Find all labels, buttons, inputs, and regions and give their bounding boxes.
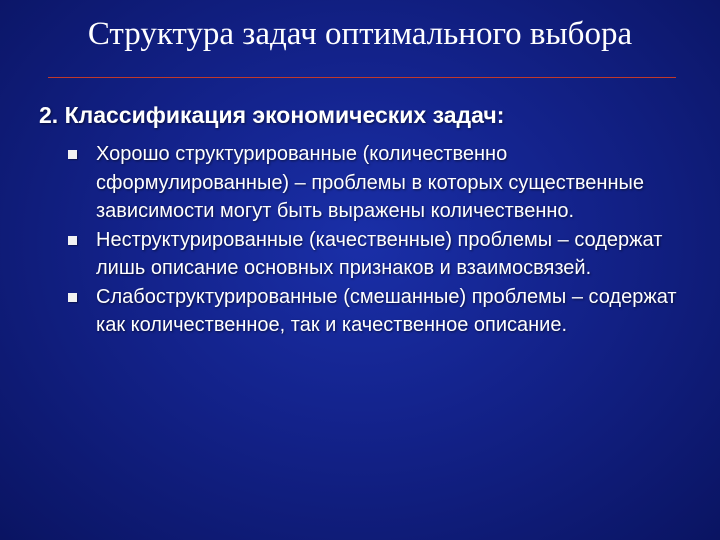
bullet-item (62, 140, 682, 226)
square-bullet-icon (68, 293, 77, 302)
bullet-list (62, 140, 682, 340)
bullet-text: Хорошо структурированные (количественно сформулированные) – проблемы в которых существенные зависимости могут быть выражены количественно. (96, 143, 645, 222)
section-heading: 2. Классификация экономических задач: (39, 102, 505, 128)
bullet-text: Неструктурированные (качественные) проблемы – содержат лишь описание основных признаков и взаимосвязей. (96, 228, 663, 279)
slide-title: Структура задач оптимального выбора (87, 16, 633, 52)
bullet-item (62, 283, 682, 340)
title-divider (48, 77, 676, 78)
bullet-item (62, 226, 682, 283)
square-bullet-icon (68, 236, 77, 245)
square-bullet-icon (68, 150, 77, 159)
bullet-text: Слабоструктурированные (смешанные) проблемы – содержат как количественное, так и качественное описание. (96, 285, 677, 336)
